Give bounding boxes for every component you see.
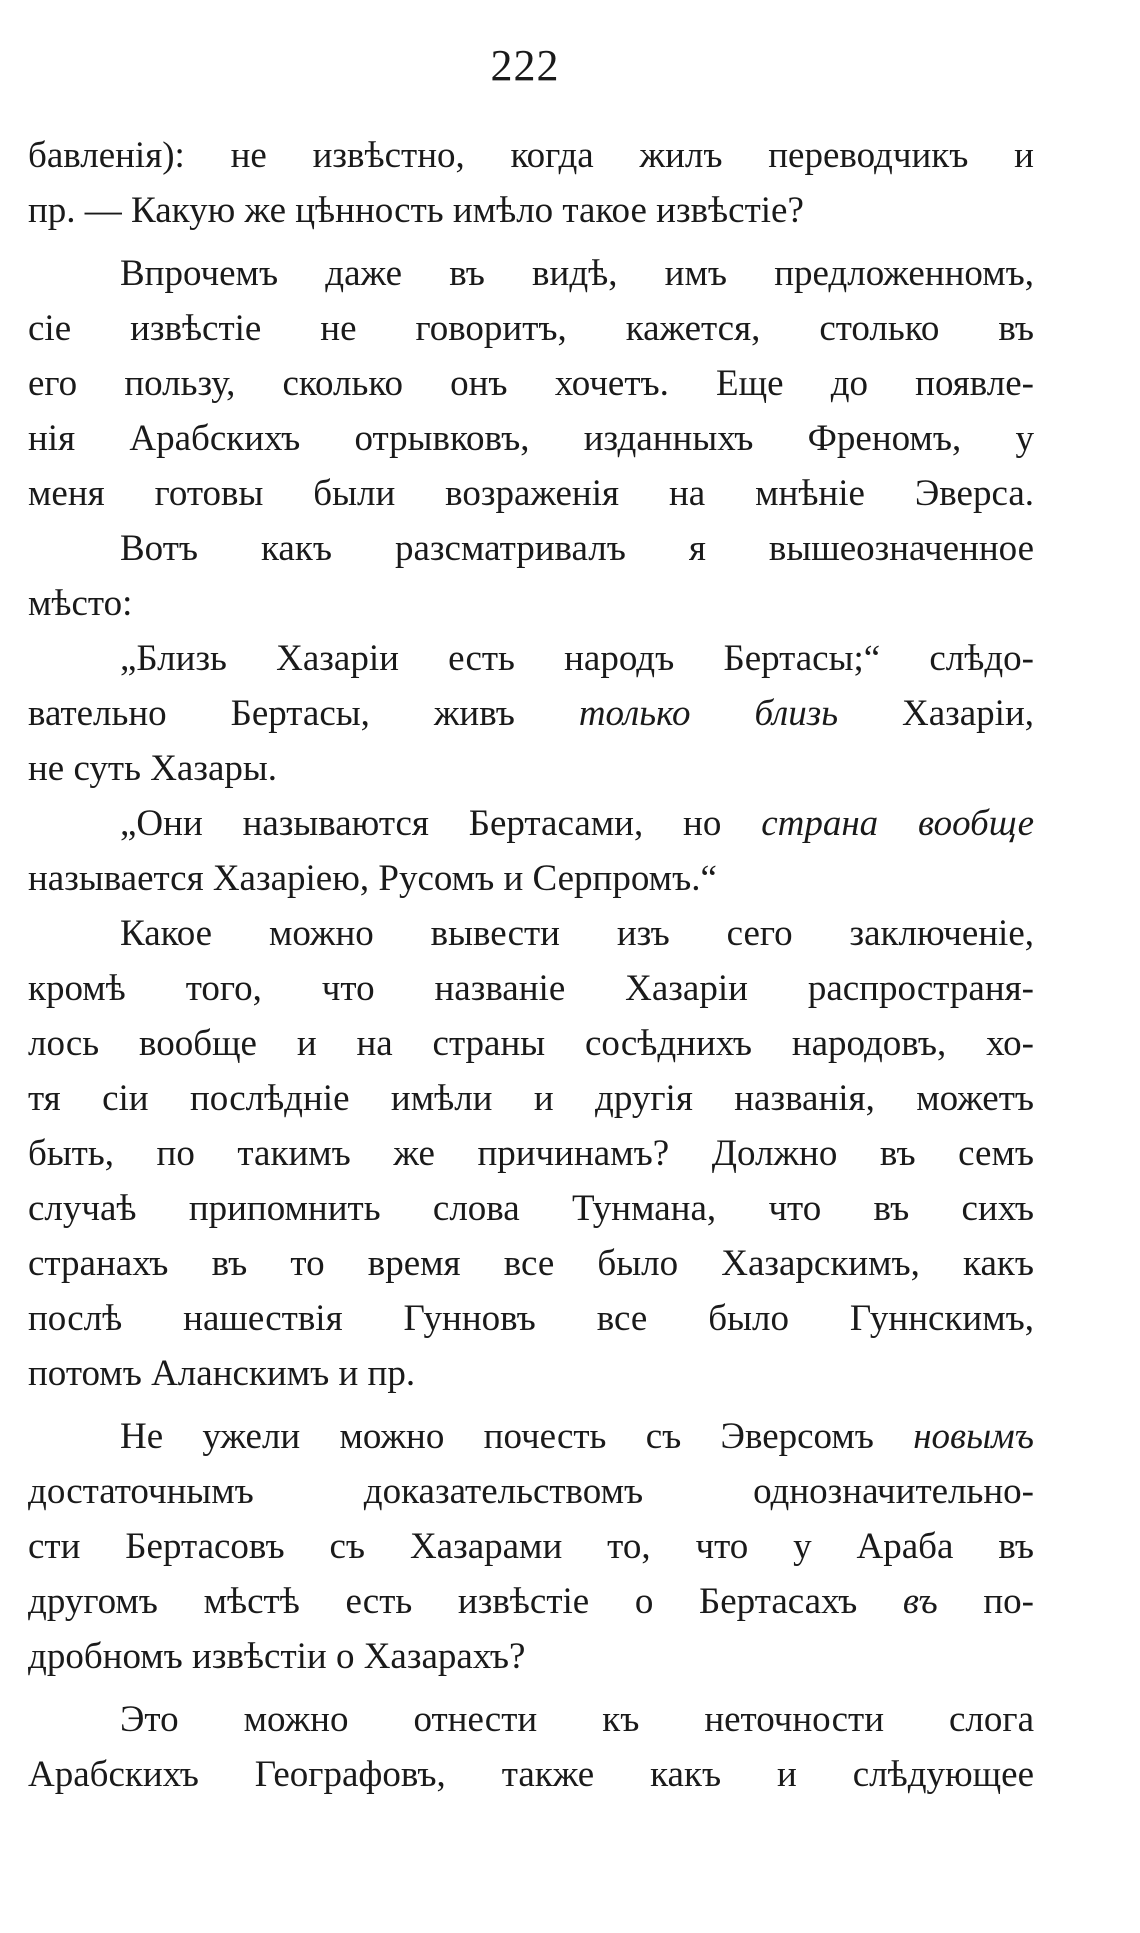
text-line (28, 686, 1034, 741)
text-run: Хазаріи, (838, 693, 1035, 734)
text-line: странахъ въ то время все было Хазарскимъ, какъ (28, 1243, 1034, 1284)
text-run: другомъ мѣстѣ есть извѣстіе о Бертасахъ (28, 1581, 903, 1622)
text-line: меня готовы были возраженія на мнѣніе Эверса. (28, 473, 1034, 514)
text-line: Вотъ какъ разсматривалъ я вышеозначенное (120, 528, 1034, 569)
text-line: тя сіи послѣдніе имѣли и другія названія, можетъ (28, 1078, 1034, 1119)
text-line: бавленія): не извѣстно, когда жилъ переводчикъ и (28, 135, 1034, 176)
text-line: Какое можно вывести изъ сего заключеніе, (120, 913, 1034, 954)
text-line: дробномъ извѣстіи о Хазарахъ? (28, 1636, 526, 1677)
page-text (28, 128, 1034, 1802)
text-line (28, 796, 1034, 851)
text-line: мѣсто: (28, 583, 133, 624)
text-line: его пользу, сколько онъ хочетъ. Еще до появле- (28, 363, 1034, 404)
text-line: лось вообще и на страны сосѣднихъ народовъ, хо- (28, 1023, 1034, 1064)
text-line: Это можно отнести къ неточности слога (120, 1699, 1034, 1740)
italic-text: только близь (578, 693, 839, 734)
text-line: „Близь Хазаріи есть народъ Бертасы;“ слѣдо- (120, 638, 1034, 679)
text-line (28, 1409, 1034, 1464)
text-line: случаѣ припомнить слова Тунмана, что въ сихъ (28, 1188, 1034, 1229)
page-number: 222 (490, 41, 560, 90)
text-line: Арабскихъ Географовъ, также какъ и слѣдующее (28, 1754, 1034, 1795)
text-line: послѣ нашествія Гунновъ все было Гуннскимъ, (28, 1298, 1034, 1339)
text-line: сти Бертасовъ съ Хазарами то, что у Араба въ (28, 1526, 1034, 1567)
text-run: вательно Бертасы, живъ (28, 693, 579, 734)
text-line: называется Хазаріею, Русомъ и Серпромъ.“ (28, 858, 717, 899)
text-line: потомъ Аланскимъ и пр. (28, 1353, 416, 1394)
text-run: „Они называются Бертасами, но (120, 803, 762, 844)
text-line (28, 1574, 1034, 1629)
italic-text: въ (902, 1581, 938, 1622)
text-line: не суть Хазары. (28, 748, 277, 789)
italic-text: страна вообще (761, 803, 1034, 844)
text-line: быть, по такимъ же причинамъ? Должно въ семъ (28, 1133, 1034, 1174)
text-line: Впрочемъ даже въ видѣ, имъ предложенномъ, (120, 253, 1034, 294)
text-line: сіе извѣстіе не говоритъ, кажется, столько въ (28, 308, 1034, 349)
text-line: кромѣ того, что названіе Хазаріи распространя- (28, 968, 1034, 1009)
text-line: нія Арабскихъ отрывковъ, изданныхъ Френомъ, у (28, 418, 1034, 459)
text-run: Не ужели можно почесть съ Эверсомъ (120, 1416, 914, 1457)
text-run: по- (937, 1581, 1034, 1622)
text-line: пр. — Какую же цѣнность имѣло такое извѣстіе? (28, 190, 804, 231)
text-line: достаточнымъ доказательствомъ однозначительно- (28, 1471, 1034, 1512)
italic-text: новымъ (913, 1416, 1034, 1457)
